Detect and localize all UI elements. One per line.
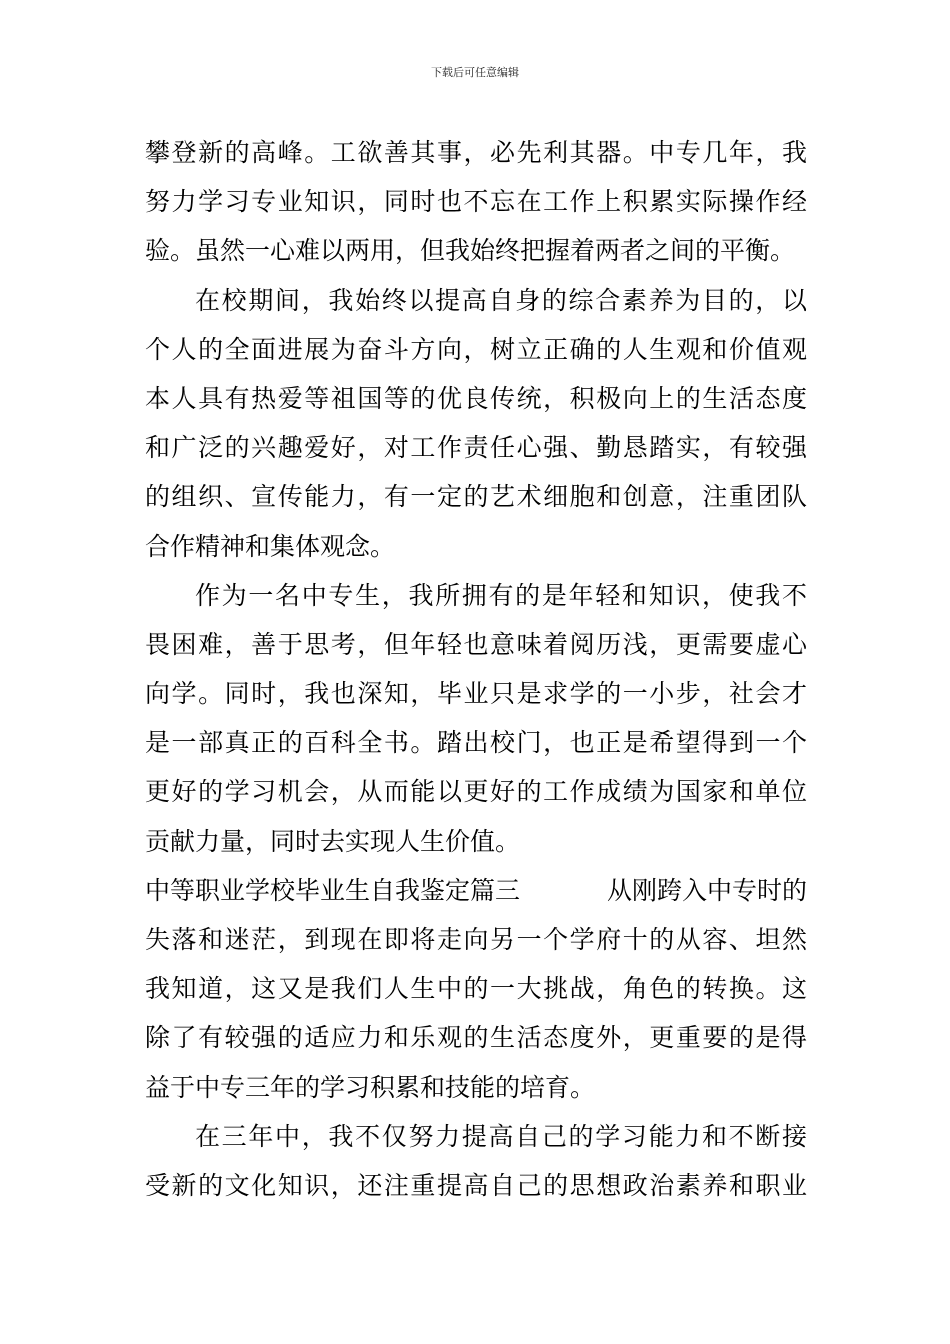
text-line: 贡献力量，同时去实现人生价值。 (145, 826, 521, 856)
section-heading-line (145, 866, 807, 915)
text-line: 向学。同时，我也深知，毕业只是求学的一小步，社会才 (145, 679, 807, 709)
text-line: 努力学习专业知识，同时也不忘在工作上积累实际操作经 (145, 187, 807, 217)
paragraph-first-line: 在校期间，我始终以提高自身的综合素养为目的，以 (195, 285, 807, 315)
text-line: 畏困难，善于思考，但年轻也意味着阅历浅，更需要虚心 (145, 629, 807, 659)
paragraph-first-line: 在三年中，我不仅努力提高自己的学习能力和不断接 (195, 1121, 807, 1151)
text-line: 更好的学习机会，从而能以更好的工作成绩为国家和单位 (145, 777, 807, 807)
text-line: 和广泛的兴趣爱好，对工作责任心强、勤恳踏实，有较强 (145, 433, 807, 463)
text-line: 受新的文化知识，还注重提高自己的思想政治素养和职业 (145, 1170, 807, 1200)
paragraph-first-line: 作为一名中专生，我所拥有的是年轻和知识，使我不 (195, 580, 807, 610)
text-line: 除了有较强的适应力和乐观的生活态度外，更重要的是得 (145, 1023, 807, 1053)
section-heading-continuation: 从刚跨入中专时的 (606, 875, 807, 905)
text-line: 个人的全面进展为奋斗方向，树立正确的人生观和价值观 (145, 334, 807, 364)
text-line: 验。虽然一心难以两用，但我始终把握着两者之间的平衡。 (145, 236, 796, 266)
page-header: 下载后可任意编辑 (431, 66, 519, 79)
text-line: 益于中专三年的学习积累和技能的培育。 (145, 1072, 596, 1102)
document-body (145, 128, 807, 1210)
text-line: 攀登新的高峰。工欲善其事，必先利其器。中专几年，我 (145, 138, 807, 167)
text-line: 失落和迷茫，到现在即将走向另一个学府十的从容、坦然 (145, 925, 807, 954)
text-line: 本人具有热爱等祖国等的优良传统，积极向上的生活态度 (145, 383, 807, 413)
text-line: 合作精神和集体观念。 (145, 531, 396, 561)
text-line: 我知道，这又是我们人生中的一大挑战，角色的转换。这 (145, 974, 807, 1004)
text-line: 是一部真正的百科全书。踏出校门，也正是希望得到一个 (145, 728, 807, 758)
text-line: 的组织、宣传能力，有一定的艺术细胞和创意，注重团队 (145, 482, 807, 512)
section-heading: 中等职业学校毕业生自我鉴定篇三 (145, 875, 521, 905)
